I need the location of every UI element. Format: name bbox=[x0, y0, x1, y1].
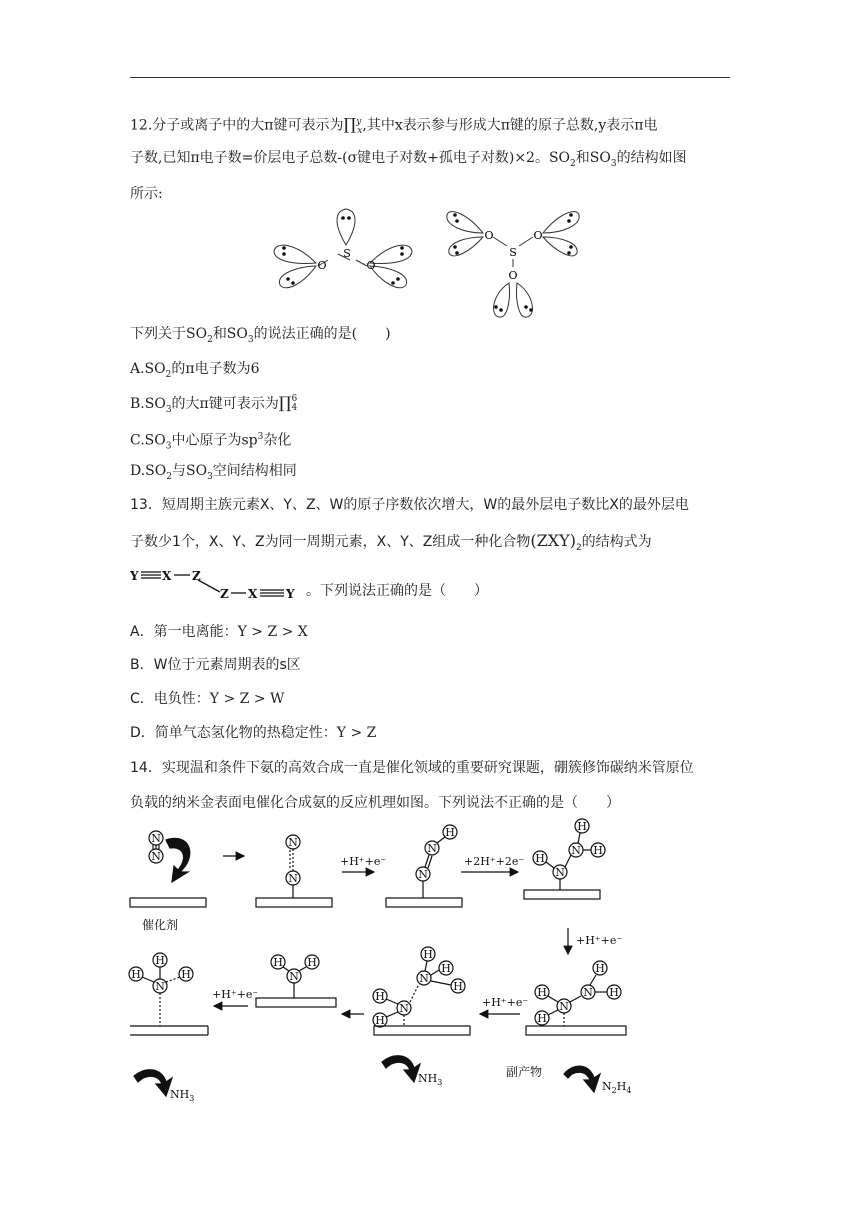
step1-label: +H⁺+e⁻ bbox=[340, 855, 387, 868]
so3-o-atom-left: O bbox=[484, 229, 494, 242]
atom-h: H bbox=[441, 962, 451, 975]
q13-stem-line1: 13．短周期主族元素X、Y、Z、W的原子序数依次增大，W的最外层电子数比X的最外层电 bbox=[130, 497, 689, 513]
atom-n: N bbox=[559, 1000, 569, 1013]
step4-label: +H⁺+e⁻ bbox=[482, 996, 529, 1009]
q12-option-d[interactable]: $D.SO_2$与$SO_3$空间结构相同 bbox=[130, 463, 297, 482]
struct-y-left: Y bbox=[130, 569, 139, 583]
atom-n: N bbox=[155, 980, 165, 993]
atom-h: H bbox=[375, 1014, 385, 1027]
q12-stem-line1: 12.分子或离子中的大π键可表示为∏$^y_x$,其中x表示参与形成大π键的原子总数,y表示π电 bbox=[130, 114, 658, 137]
q13-option-b[interactable]: B．W位于元素周期表的s区 bbox=[130, 657, 301, 673]
struct-x-left: X bbox=[162, 569, 172, 583]
header-rule bbox=[130, 77, 730, 78]
q12-stem-line2: 子数,已知π电子数=价层电子总数-(σ键电子对数+孤电子对数)×2。$SO_2$和$SO_3$的结构如图 bbox=[130, 150, 687, 169]
atom-h: H bbox=[537, 1012, 547, 1025]
atom-n: N bbox=[151, 832, 161, 845]
q13-option-c[interactable]: C．电负性：Y > Z > W bbox=[130, 691, 285, 707]
atom-h: H bbox=[445, 826, 455, 839]
atom-n: N bbox=[419, 972, 429, 985]
nh3-label-left: $NH_3$ bbox=[170, 1088, 195, 1103]
atom-n: N bbox=[555, 866, 565, 879]
q12-option-c[interactable]: $C.SO_3$中心原子为$sp^3$杂化 bbox=[130, 432, 292, 452]
n2h4-label: $N_2H_4$ bbox=[602, 1080, 632, 1095]
q12-option-b[interactable]: $B.SO_3$的大π键可表示为∏ 6 4 bbox=[130, 393, 298, 415]
q13-option-a[interactable]: A．第一电离能：Y > Z > X bbox=[130, 624, 308, 640]
atom-h: H bbox=[453, 980, 463, 993]
q12-question: 下列关于$SO_2$和$SO_3$的说法正确的是( ) bbox=[130, 326, 391, 345]
so3-s-atom: S bbox=[509, 246, 517, 259]
struct-z-left: Z bbox=[192, 569, 201, 583]
step3-label: +H⁺+e⁻ bbox=[576, 934, 623, 947]
atom-h: H bbox=[537, 986, 547, 999]
so2-o-atom-left: O bbox=[317, 259, 327, 272]
atom-n: N bbox=[418, 868, 428, 881]
struct-x-right: X bbox=[248, 587, 258, 600]
atom-h: H bbox=[535, 852, 545, 865]
q14-stem-line2: 负载的纳米金表面电催化合成氨的反应机理如图。下列说法不正确的是（ ） bbox=[130, 795, 620, 811]
atom-n: N bbox=[583, 986, 593, 999]
struct-y-right: Y bbox=[286, 587, 295, 600]
nh3-mechanism-figure bbox=[128, 812, 640, 1104]
so2-structure-figure bbox=[268, 203, 418, 295]
zxy2-structure-figure bbox=[130, 566, 308, 600]
atom-n: N bbox=[399, 1002, 409, 1015]
atom-n: N bbox=[288, 872, 298, 885]
nh3-label-middle: $NH_3$ bbox=[418, 1072, 443, 1087]
atom-h: H bbox=[181, 968, 191, 981]
catalyst-label: 催化剂 bbox=[142, 918, 179, 932]
so2-s-atom: S bbox=[343, 247, 351, 260]
q13-stem-line3: 。下列说法正确的是（ ） bbox=[306, 583, 488, 599]
q13-option-d[interactable]: D．简单气态氢化物的热稳定性：Y > Z bbox=[130, 725, 377, 741]
q12-stem-line3: 所示: bbox=[130, 186, 163, 202]
so3-o-atom-right: O bbox=[533, 229, 543, 242]
q14-stem-line1: 14．实现温和条件下氨的高效合成一直是催化领域的重要研究课题，硼簇修饰碳纳米管原位 bbox=[130, 760, 694, 776]
atom-n: N bbox=[571, 844, 581, 857]
atom-n: N bbox=[288, 836, 298, 849]
byproduct-label: 副产物 bbox=[506, 1065, 543, 1079]
q12-option-a[interactable]: $A.SO_2$的π电子数为6 bbox=[130, 361, 260, 380]
atom-h: H bbox=[307, 956, 317, 969]
so3-o-atom-bottom: O bbox=[508, 269, 518, 282]
atom-h: H bbox=[595, 962, 605, 975]
so2-o-atom-right: O bbox=[366, 259, 376, 272]
step5-label: +H⁺+e⁻ bbox=[212, 988, 259, 1001]
atom-n: N bbox=[151, 850, 161, 863]
step2-label: +2H⁺+2e⁻ bbox=[464, 855, 525, 868]
atom-n: N bbox=[427, 842, 437, 855]
so3-structure-figure bbox=[443, 203, 583, 323]
atom-h: H bbox=[593, 844, 603, 857]
struct-z-right: Z bbox=[220, 587, 229, 600]
atom-h: H bbox=[423, 948, 433, 961]
atom-h: H bbox=[131, 968, 141, 981]
atom-h: H bbox=[577, 820, 587, 833]
q13-stem-line2: 子数少1个，X、Y、Z为同一周期元素，X、Y、Z组成一种化合物$(ZXY)_2$的结构式为 bbox=[130, 531, 652, 553]
atom-h: H bbox=[273, 956, 283, 969]
atom-h: H bbox=[375, 990, 385, 1003]
atom-n: N bbox=[289, 970, 299, 983]
atom-h: H bbox=[155, 954, 165, 967]
atom-h: H bbox=[609, 986, 619, 999]
